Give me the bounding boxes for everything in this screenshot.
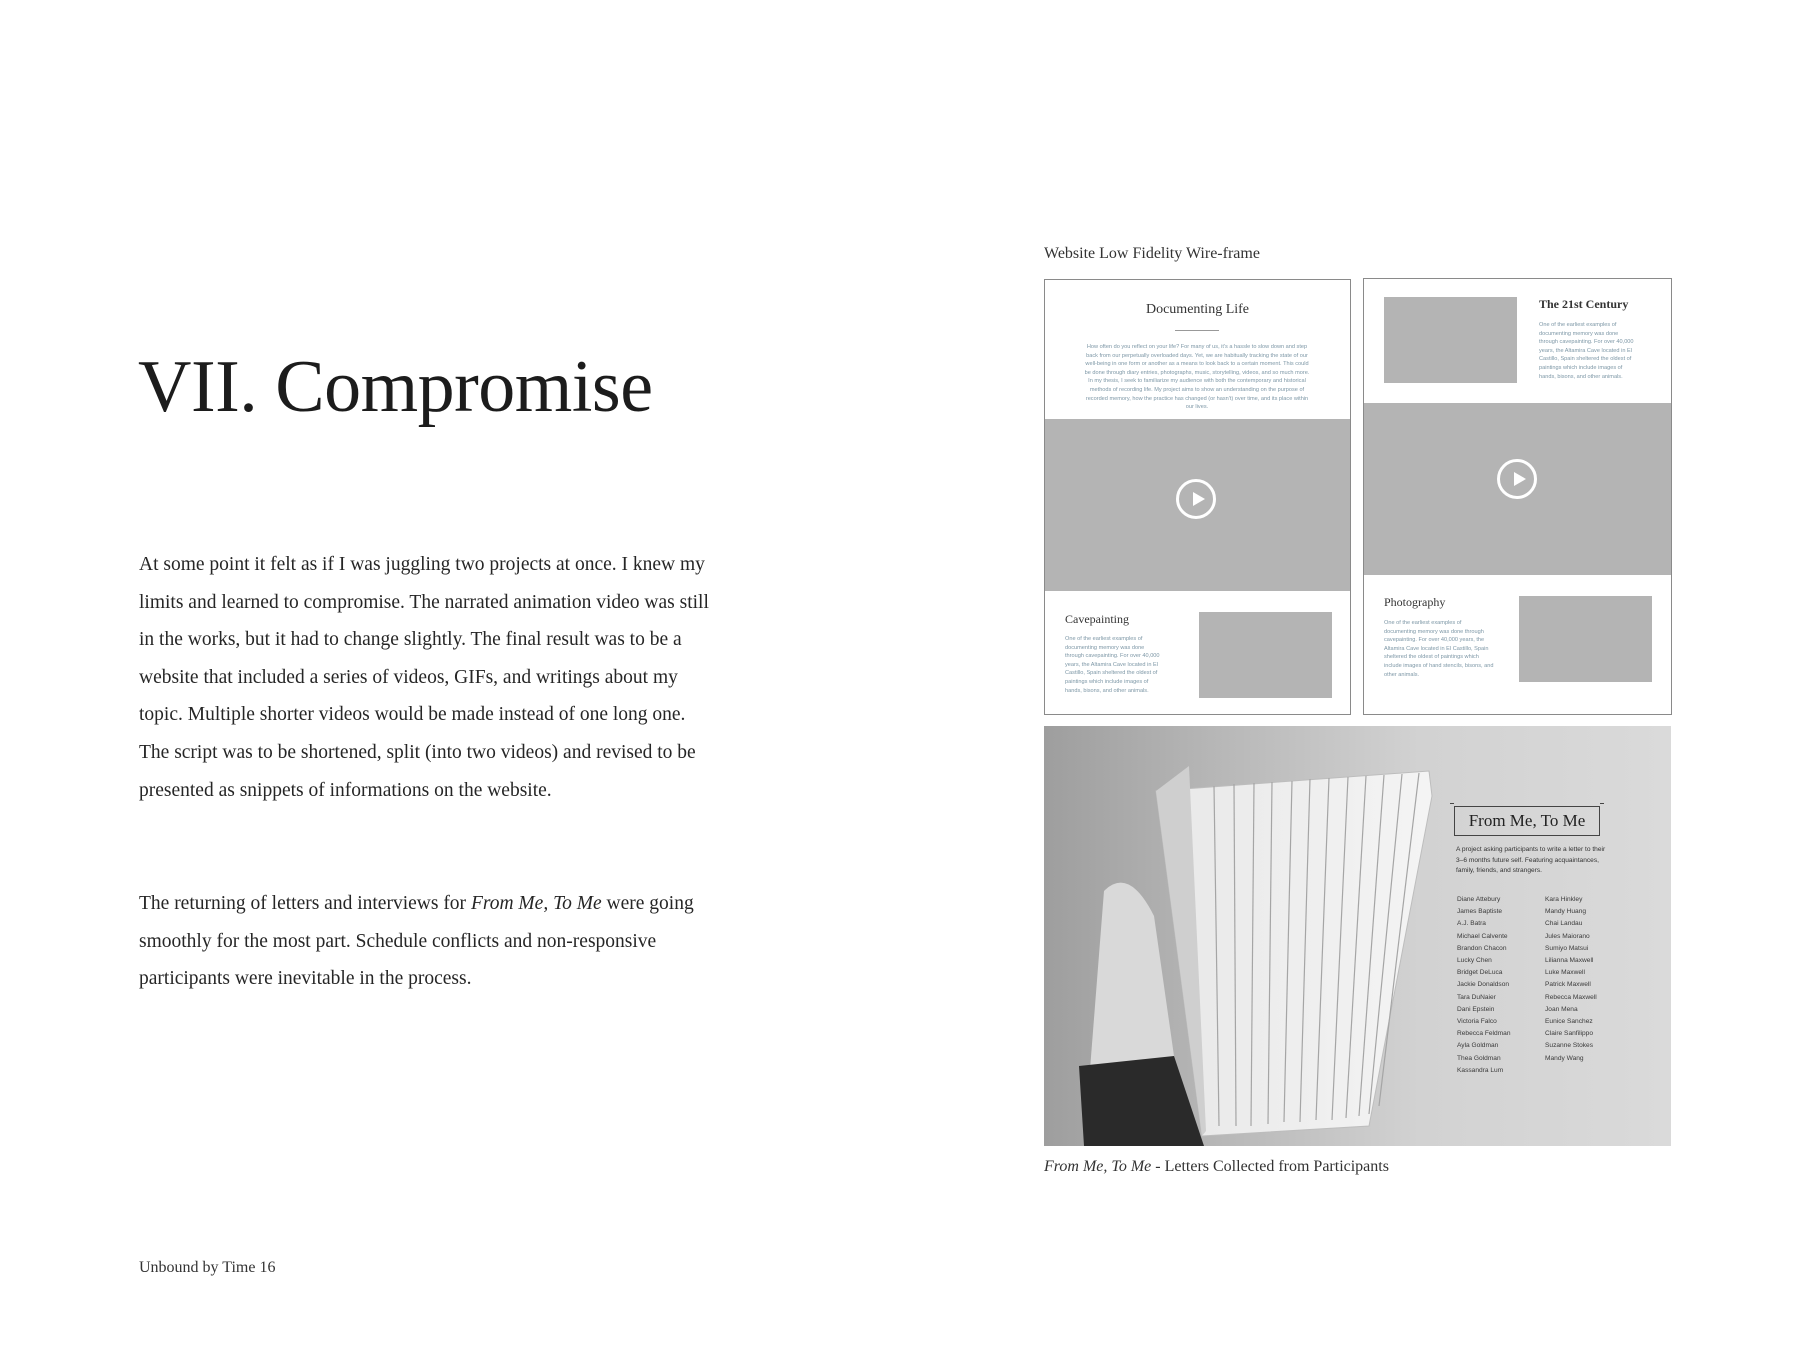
participant-name: Kassandra Lum (1457, 1066, 1504, 1074)
wireframe-intro-text: One of the earliest examples of documenting memory was done through cavepainting. For over 40,000 years, the Altamira Cave located in El Castillo, Spain sheltered the oldest of paintings which include images of hands, bisons, and other animals. (1539, 322, 1634, 380)
participant-name: Kara Hinkley (1545, 896, 1583, 903)
participant-name: Mandy Huang (1545, 908, 1587, 916)
wireframe-section-heading: Cavepainting (1065, 612, 1129, 626)
paragraph-text: At some point it felt as if I was juggling two projects at once. I knew my limits and learned to compromise. The narrated animation video was still in the works, but it had to change slightly. The final result was to be a website that included a series of videos, GIFs, and writings about my topic. Multiple shorter videos would be made instead of one long one. The script was to be shortened, split (into two videos) and revised to be presented as snippets of informations on the website. (139, 554, 709, 801)
image-placeholder (1384, 297, 1517, 383)
wireframe-section-heading: Photography (1384, 595, 1446, 609)
wireframe-heading: Documenting Life (1145, 302, 1250, 317)
caption-text: - Letters Collected from Participants (1151, 1158, 1389, 1175)
body-paragraph-2 (139, 885, 719, 998)
participant-name: Chai Landau (1545, 920, 1583, 928)
participant-name: Bridget DeLuca (1457, 969, 1503, 977)
participant-name: Eunice Sanchez (1545, 1018, 1593, 1026)
participant-name: Ayla Goldman (1457, 1042, 1499, 1050)
page-footer: Unbound by Time 16 (139, 1259, 276, 1276)
wireframe-panel-21st-century (1363, 278, 1672, 715)
caption-italic-title: From Me, To Me (1044, 1158, 1152, 1175)
participant-name: Rebecca Feldman (1457, 1030, 1511, 1038)
sleeve-shape (1079, 1056, 1204, 1146)
project-title-box (1454, 806, 1600, 836)
participant-name: Claire Sanfilippo (1545, 1030, 1594, 1038)
wireframe-section-text: One of the earliest examples of documenting memory was done through cavepainting. For over 40,000 years, the Altamira Cave located in El Castillo, Spain sheltered the oldest of paintings which include images of hand stencils, bisons, and other animals. (1384, 620, 1494, 678)
image-placeholder (1199, 612, 1332, 698)
participant-names-col-1 (1457, 894, 1537, 1077)
paragraph-text: The returning of letters and interviews for (139, 893, 471, 914)
image-placeholder (1519, 596, 1652, 682)
participant-name: Lucky Chen (1457, 957, 1492, 965)
participant-name: Joan Mena (1545, 1005, 1578, 1013)
body-paragraph-1 (139, 546, 719, 809)
participant-name: Victoria Falco (1457, 1018, 1497, 1026)
participant-names-col-2 (1545, 894, 1625, 1065)
wireframe-caption: Website Low Fidelity Wire-frame (1044, 245, 1260, 262)
participant-name: Rebecca Maxwell (1545, 993, 1597, 1001)
photo-caption (1044, 1158, 1389, 1176)
participant-name: Lilianna Maxwell (1545, 957, 1594, 965)
wireframe-section-text: One of the earliest examples of documenting memory was done through cavepainting. For over 40,000 years, the Altamira Cave located in El Castillo, Spain sheltered the oldest of paintings which include images of hands, bisons, and other animals. (1065, 636, 1160, 694)
participant-name: Brandon Chacon (1457, 944, 1507, 952)
participant-name: Diane Attebury (1457, 896, 1501, 903)
participant-name: Jules Maiorano (1545, 932, 1590, 940)
project-description: A project asking participants to write a letter to their 3–6 months future self. Featuring acquaintances, family, friends, and strangers. (1456, 846, 1606, 874)
participant-name: Sumiyo Matsui (1545, 944, 1589, 952)
participant-name: Tara DuNaier (1457, 993, 1496, 1001)
video-placeholder (1364, 403, 1671, 575)
participant-name: Dani Epstein (1457, 1005, 1495, 1013)
play-icon[interactable] (1497, 459, 1537, 499)
wireframe-panel-documenting-life (1044, 279, 1351, 715)
participant-name: Luke Maxwell (1545, 969, 1585, 977)
wireframe-intro-text: How often do you reflect on your life? For many of us, it's a hassle to slow down and step back from our perpetually overloaded days. Yet, we are habitually tracking the state of our well-being in one form or another as a means to look back to a certain moment. This could be done through diary entries, photographs, music, storytelling, videos, and so much more. In my thesis, I seek to familiarize my audience with both the contemporary and historical methods of recording life. My project aims to show an understanding on the purpose of recorded memory, how the practice has changed (or hasn't) over time, and its place within our lives. (1084, 344, 1310, 411)
letters-photo (1044, 726, 1671, 1146)
participant-name: A.J. Batra (1457, 920, 1486, 928)
paragraph-text: were going smoothly for the most part. Schedule conflicts and non-responsive participants were inevitable in the process. (139, 893, 694, 990)
play-icon[interactable] (1176, 479, 1216, 519)
participant-name: Suzanne Stokes (1545, 1042, 1594, 1050)
participant-name: James Baptiste (1457, 908, 1503, 916)
participant-name: Jackie Donaldson (1457, 981, 1510, 989)
participant-name: Michael Calvente (1457, 932, 1508, 940)
page-title: VII. Compromise (138, 346, 653, 428)
participant-name: Mandy Wang (1545, 1054, 1584, 1062)
video-placeholder (1045, 419, 1350, 591)
project-title-italic: From Me, To Me (470, 893, 602, 914)
wireframe-heading: The 21st Century (1539, 297, 1629, 311)
participant-name: Patrick Maxwell (1545, 981, 1591, 989)
project-title: From Me, To Me (1468, 811, 1586, 830)
participant-name: Thea Goldman (1457, 1054, 1501, 1062)
heading-divider (1175, 330, 1219, 331)
